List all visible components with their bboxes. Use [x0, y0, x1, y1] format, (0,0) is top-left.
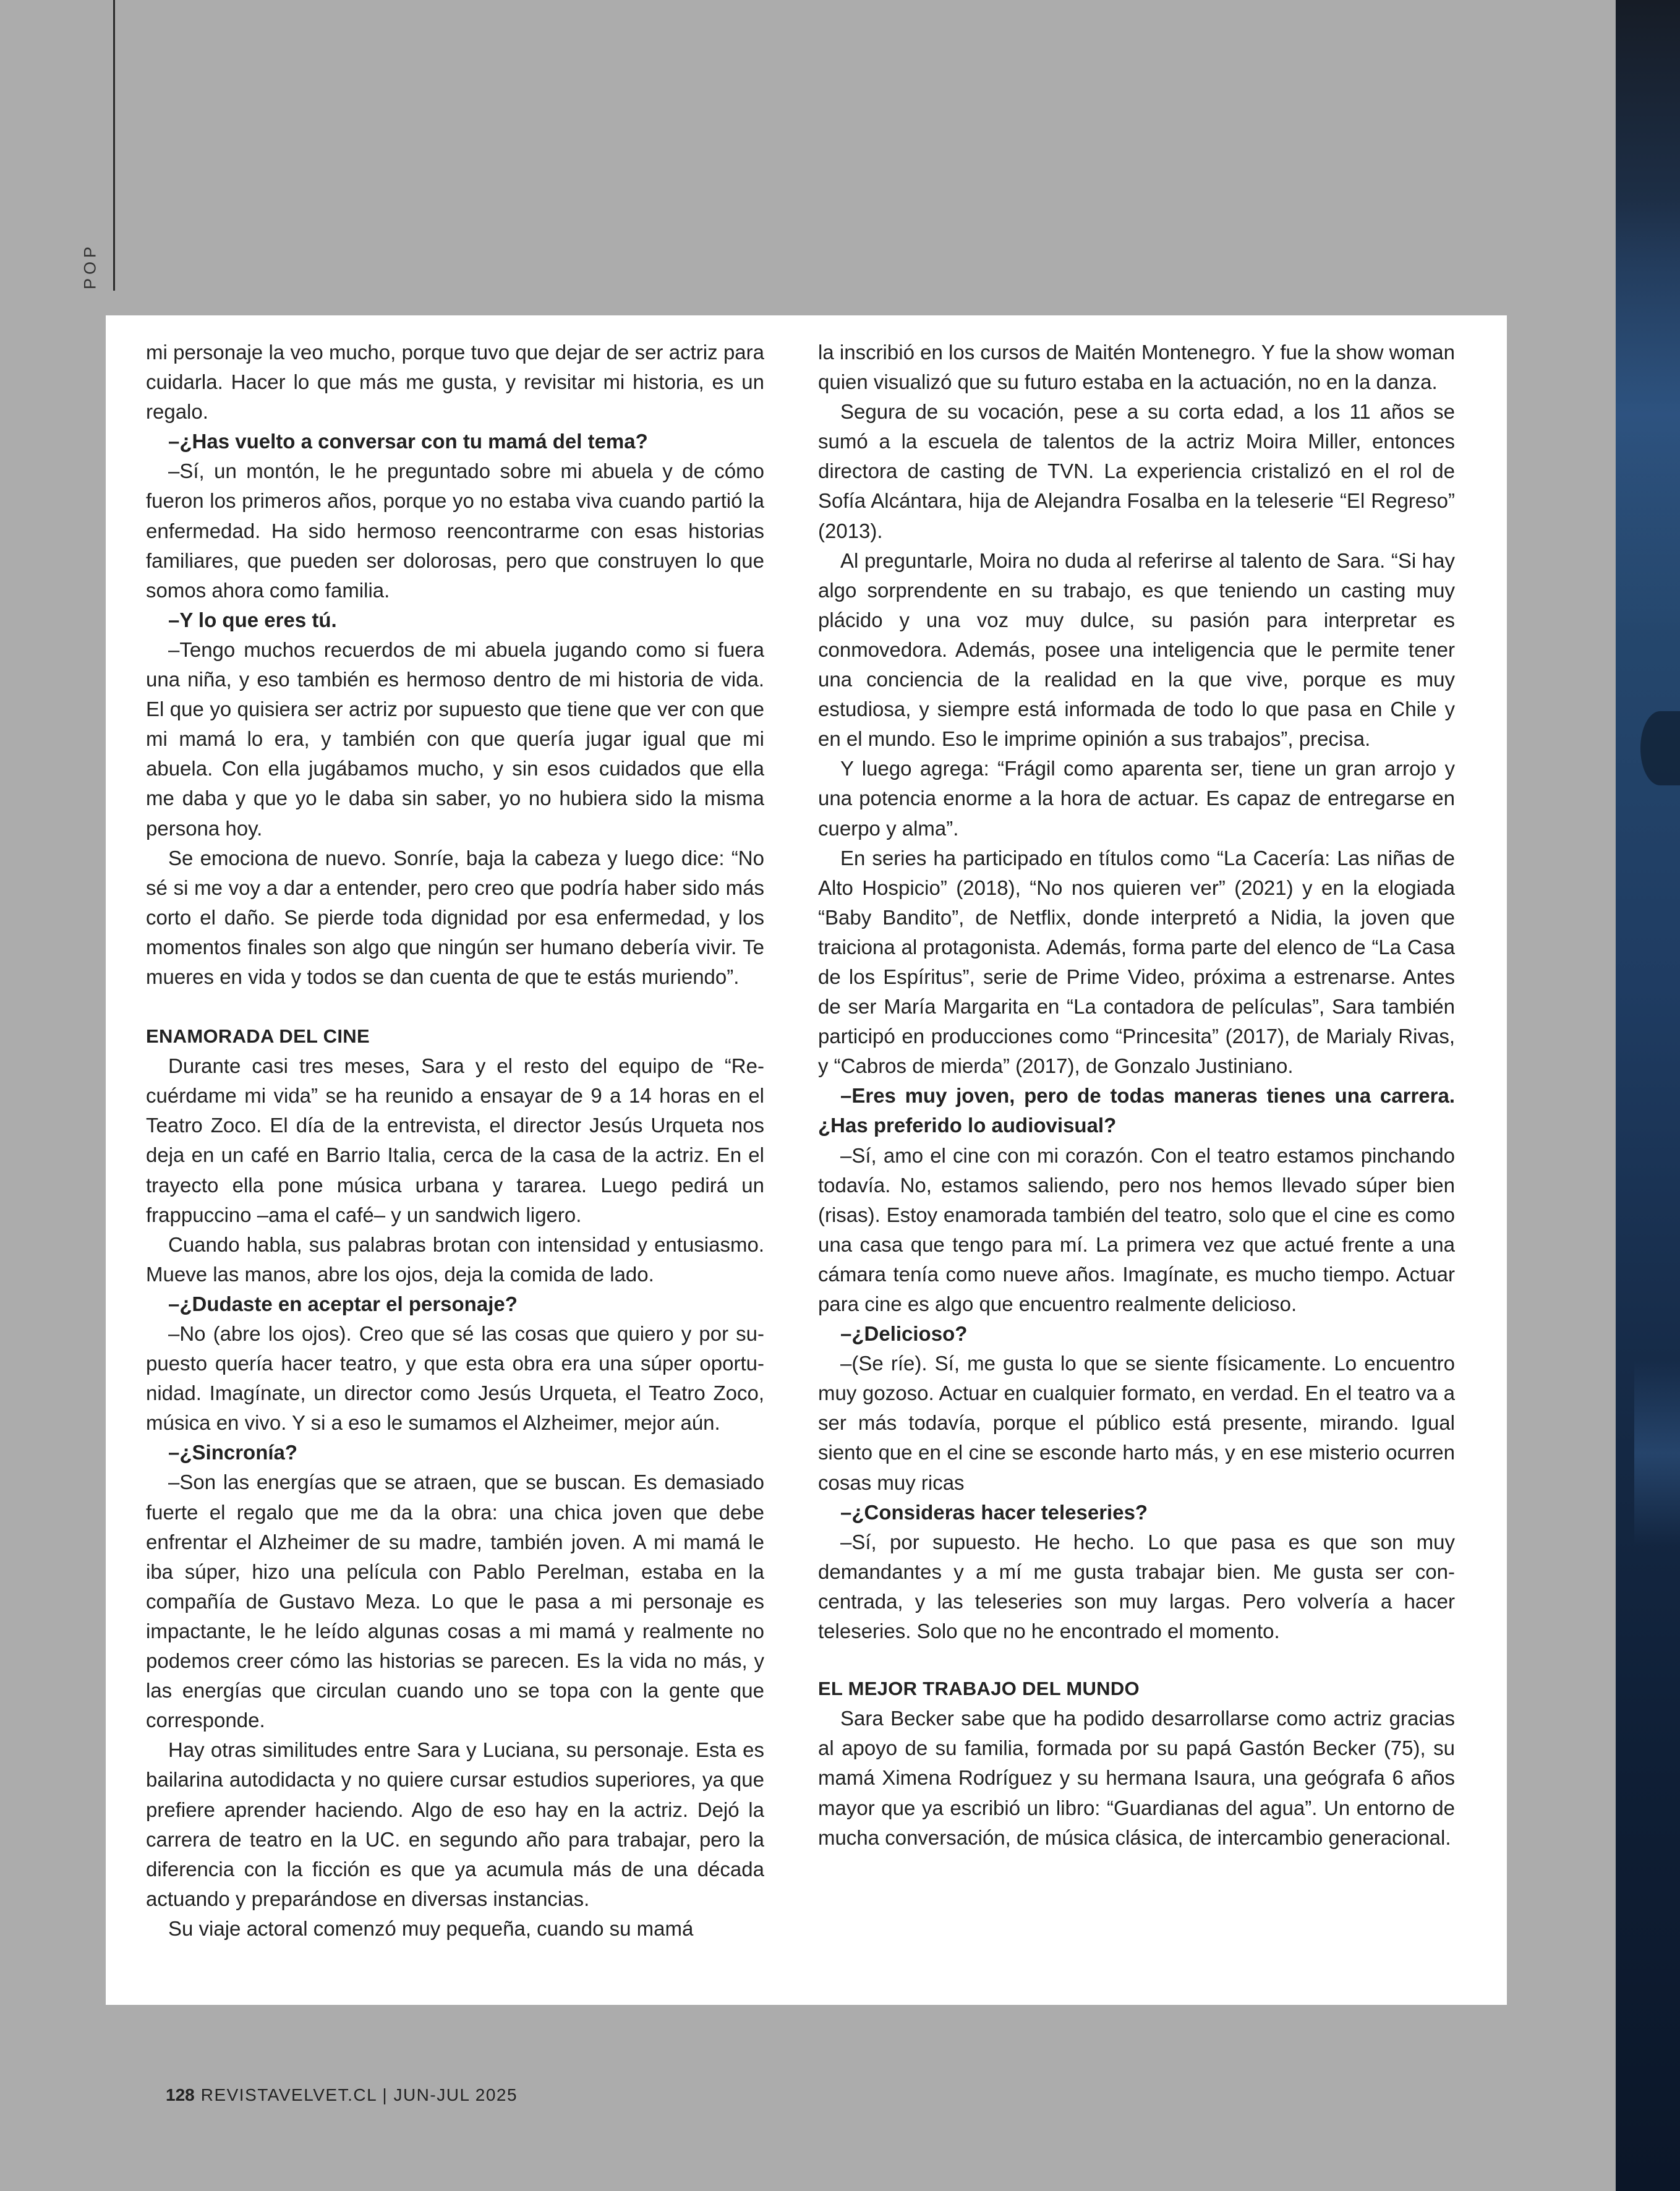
interview-question: –¿Delicioso?: [840, 1322, 968, 1346]
interview-question: –Eres muy joven, pero de todas maneras tienes una carrera. ¿Has preferido lo audiovisual?: [818, 1084, 1455, 1137]
interview-answer: –Sí, por supuesto. He hecho. Lo que pasa es que son muy demandantes y a mí me gusta trabajar bien. Me gusta ser concentrada, y las teleseries son muy largas. Pero volvería a hacer teleseries. Solo que no he encontrado el momento.: [818, 1530, 1455, 1643]
cover-photo-edge: [1616, 0, 1680, 2191]
page-number: 128: [166, 2085, 195, 2104]
interview-answer: –Sí, amo el cine con mi corazón. Con el teatro estamos pinchando todavía. No, estamos saliendo, pero nos hemos llevado súper bien (risas). Estoy enamorada también del teatro, solo que el cine es como una casa que tengo para mí. La primera vez que actué frente a una cámara tenía como nueve años. Imagínate, es mucho tiempo. Actuar para cine es algo que encuentro realmente delicioso.: [818, 1143, 1455, 1315]
vertical-rule: [113, 0, 115, 291]
paragraph: Su viaje actoral comenzó muy pequeña, cuando su mamá: [168, 1916, 694, 1940]
article-panel: [106, 315, 1507, 2005]
paragraph: Sara Becker sabe que ha podido desarrollarse como actriz gracias al apoyo de su familia, formada por su papá Gastón Becker (75), su mamá Ximena Rodríguez y su hermana Isaura, una geógrafa 6 años mayor que ya escribió un libro: “Guardianas del agua”. Un entorno de mucha conversación, de música clásica, de intercambio generacional.: [818, 1707, 1455, 1849]
publication-name: REVISTAVELVET.CL: [200, 2085, 377, 2104]
right-column: [818, 338, 1455, 1853]
section-label: POP: [80, 242, 100, 289]
paragraph: Cuando habla, sus palabras brotan con intensidad y entusiasmo. Mueve las manos, abre los ojos, deja la comida de lado.: [146, 1232, 764, 1286]
interview-question: –¿Dudaste en aceptar el personaje?: [168, 1292, 518, 1315]
paragraph: Se emociona de nuevo. Sonríe, baja la cabeza y luego dice: “No sé si me voy a dar a entender, pero creo que podría haber sido más corto el daño. Se pierde toda dignidad por esa enfermedad, y los momentos finales son algo que ningún ser humano debería vivir. Te mueres en vida y todos se dan cuenta de que te estás muriendo”.: [146, 846, 764, 988]
paragraph: mi personaje la veo mucho, porque tuvo que dejar de ser actriz para cuidarla. Hacer lo que más me gusta, y revisitar mi historia, es un regalo.: [146, 341, 764, 424]
interview-question: –Y lo que eres tú.: [168, 608, 337, 631]
paragraph: Al preguntarle, Moira no duda al referirse al talento de Sara. “Si hay algo sorprendente en su trabajo, es que teniendo un casting muy plácido y una voz muy dulce, su pasión para interpretar es conmovedora. Además, posee una inteligencia que le permite tener una conciencia de la realidad en la que vive, porque es muy estudiosa, y siempre está informada de todo lo que pasa en Chile y en el mundo. Eso le imprime opinión a sus trabajos”, precisa.: [818, 549, 1455, 751]
section-heading: EL MEJOR TRABAJO DEL MUNDO: [818, 1678, 1140, 1700]
paragraph: En series ha participado en títulos como “La Cacería: Las niñas de Alto Hospicio” (2018), “No nos quieren ver” (2021) y en la elogiada “Baby Bandito”, de Netflix, donde interpretó a Nidia, la joven que traiciona al protagonista. Además, forma parte del elenco de “La Casa de los Espíritus”, serie de Prime Video, próxima a estrenarse. Antes de ser María Margarita en “La contadora de películas”, Sara también participó en producciones como “Princesita” (2017), de Marialy Rivas, y “Cabros de mierda” (2017), de Gonzalo Justiniano.: [818, 846, 1455, 1078]
paragraph: Segura de su vocación, pese a su corta edad, a los 11 años se sumó a la escuela de talentos de la actriz Moira Miller, entonces directora de casting de TVN. La experiencia cristalizó en el rol de Sofía Alcántara, hija de Alejandra Fosalba en la teleserie “El Regreso” (2013).: [818, 400, 1455, 542]
section-gap: [818, 1646, 1455, 1674]
issue-date: JUN-JUL 2025: [393, 2085, 518, 2104]
footer-separator: |: [382, 2085, 388, 2104]
interview-question: –¿Has vuelto a conversar con tu mamá del tema?: [168, 430, 648, 453]
paragraph: Durante casi tres meses, Sara y el resto del equipo de “Recuérdame mi vida” se ha reunido a ensayar de 9 a 14 horas en el Teatro Zoco. El día de la entrevista, el director Jesús Urqueta nos deja en un café en Barrio Italia, cerca de la casa de la actriz. En el trayecto ella pone música urbana y tararea. Luego pedirá un frappuccino –ama el café– y un sandwich ligero.: [146, 1054, 764, 1226]
paragraph: Y luego agrega: “Frágil como aparenta ser, tiene un gran arrojo y una potencia enorme a la hora de actuar. Es capaz de entregarse en cuerpo y alma”.: [818, 757, 1455, 840]
section-gap: [146, 992, 764, 1022]
interview-answer: –Sí, un montón, le he preguntado sobre mi abuela y de cómo fueron los primeros años, porque yo no estaba viva cuando partió la enfermedad. Ha sido hermoso reencontrarme con esas historias familiares, que pueden ser dolorosas, pero que construyen lo que somos ahora como familia.: [146, 459, 764, 602]
paragraph: Hay otras similitudes entre Sara y Luciana, su personaje. Esta es bailarina autodidacta y no quiere cursar estudios superiores, ya que prefiere aprender haciendo. Algo de eso hay en la actriz. Dejó la carrera de teatro en la UC. en segundo año para trabajar, pero la diferencia con la ficción es que ya acumula más de una década actuando y preparándose en diversas instancias.: [146, 1738, 764, 1910]
interview-answer: –Tengo muchos recuerdos de mi abuela jugando como si fuera una niña, y eso también es hermoso dentro de mi historia de vida. El que yo quisiera ser actriz por supuesto que tiene que ver con que mi mamá lo era, y también con que quería jugar igual que mi abuela. Con ella jugábamos mucho, y sin esos cuidados que ella me daba y que yo le daba sin saber, yo no hubiera sido la misma persona hoy.: [146, 638, 764, 840]
interview-answer: –(Se ríe). Sí, me gusta lo que se siente físicamente. Lo encuentro muy gozoso. Actuar en cualquier formato, en verdad. En el teatro va a ser más todavía, porque el público está presente, mirando. Igual siento que en el cine se esconde harto más, y en ese misterio ocurren cosas muy ricas: [818, 1352, 1455, 1494]
section-heading: ENAMORADA DEL CINE: [146, 1025, 370, 1048]
paragraph: la inscribió en los cursos de Maitén Montenegro. Y fue la show woman quien visualizó que su futuro estaba en la actuación, no en la danza.: [818, 341, 1455, 394]
interview-answer: –No (abre los ojos). Creo que sé las cosas que quiero y por supuesto quería hacer teatro, y que esta obra era una súper oportunidad. Imagínate, un director como Jesús Urqueta, el Teatro Zoco, música en vivo. Y si a eso le sumamos el Alzheimer, mejor aún.: [146, 1322, 764, 1435]
interview-answer: –Son las energías que se atraen, que se buscan. Es demasiado fuerte el regalo que me da la obra: una chica joven que debe enfrentar el Alzheimer de su madre, también joven. A mi mamá le iba súper, hizo una película con Pablo Perelman, estaba en la compañía de Gustavo Meza. Lo que le pasa a mi personaje es impactante, le he leído algunas cosas a mi mamá y realmente no podemos creer cómo las historias se parecen. Es la vida no más, y las energías que circulan cuando uno se topa con la gente que corresponde.: [146, 1471, 764, 1732]
left-column: [146, 338, 764, 1944]
interview-question: –¿Consideras hacer teleseries?: [840, 1500, 1148, 1524]
interview-question: –¿Sincronía?: [168, 1441, 298, 1464]
page-footer: [166, 2085, 518, 2105]
